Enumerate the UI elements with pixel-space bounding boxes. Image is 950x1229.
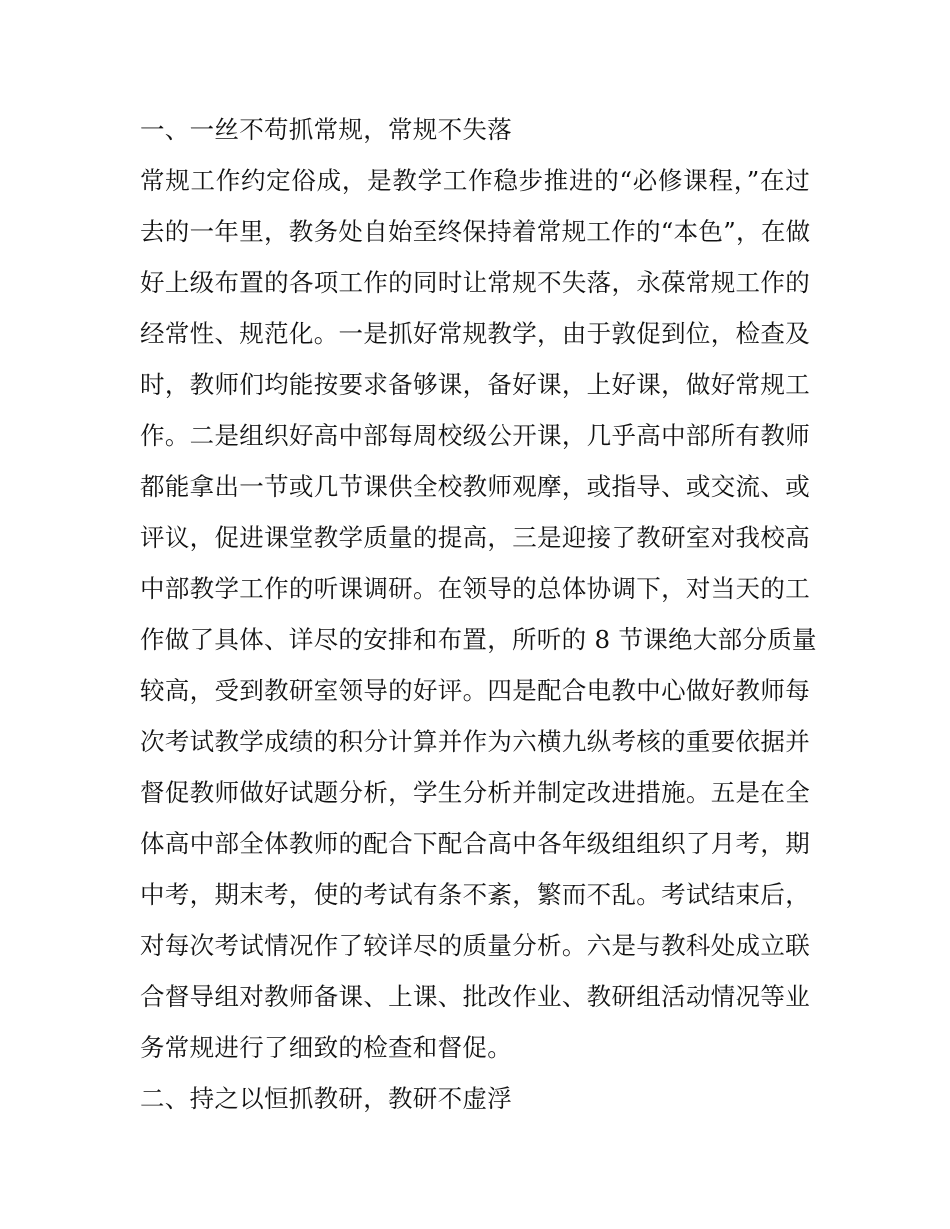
paragraph-line: 中部教学工作的听课调研。在领导的总体协调下，对当天的工	[140, 574, 810, 603]
paragraph-line-last: 务常规进行了细致的检查和督促。	[140, 1033, 512, 1062]
paragraph-line: 作。二是组织好高中部每周校级公开课，几乎高中部所有教师	[140, 421, 810, 450]
paragraph-line: 都能拿出一节或几节课供全校教师观摩，或指导、或交流、或	[140, 472, 810, 501]
paragraph-line: 好上级布置的各项工作的同时让常规不失落，永葆常规工作的	[140, 268, 810, 297]
paragraph-line: 督促教师做好试题分析，学生分析并制定改进措施。五是在全	[140, 778, 810, 807]
section-paragraph-1	[140, 155, 817, 1073]
paragraph-line: 对每次考试情况作了较详尽的质量分析。六是与教科处成立联	[140, 931, 810, 960]
paragraph-line: 评议，促进课堂教学质量的提高，三是迎接了教研室对我校高	[140, 523, 810, 552]
paragraph-line: 时，教师们均能按要求备够课，备好课，上好课，做好常规工	[140, 370, 810, 399]
paragraph-line: 中考，期末考，使的考试有条不紊，繁而不乱。考试结束后，	[140, 880, 810, 909]
paragraph-line: 次考试教学成绩的积分计算并作为六横九纵考核的重要依据并	[140, 727, 810, 756]
document-body	[140, 104, 817, 1124]
paragraph-line: 经常性、规范化。一是抓好常规教学，由于敦促到位，检查及	[140, 319, 810, 348]
paragraph-line: 常规工作约定俗成，是教学工作稳步推进的“必修课程，”在过	[140, 166, 810, 195]
paragraph-line: 作做了具体、详尽的安排和布置，所听的 8 节课绝大部分质量	[140, 625, 817, 654]
paragraph-line: 合督导组对教师备课、上课、批改作业、教研组活动情况等业	[140, 982, 810, 1011]
paragraph-line: 去的一年里，教务处自始至终保持着常规工作的“本色”，在做	[140, 217, 811, 246]
section-heading-2: 二、持之以恒抓教研，教研不虚浮	[140, 1084, 512, 1113]
section-heading-1: 一、一丝不苟抓常规，常规不失落	[140, 115, 512, 144]
paragraph-line: 较高，受到教研室领导的好评。四是配合电教中心做好教师每	[140, 676, 810, 705]
paragraph-line: 体高中部全体教师的配合下配合高中各年级组组织了月考，期	[140, 829, 810, 858]
